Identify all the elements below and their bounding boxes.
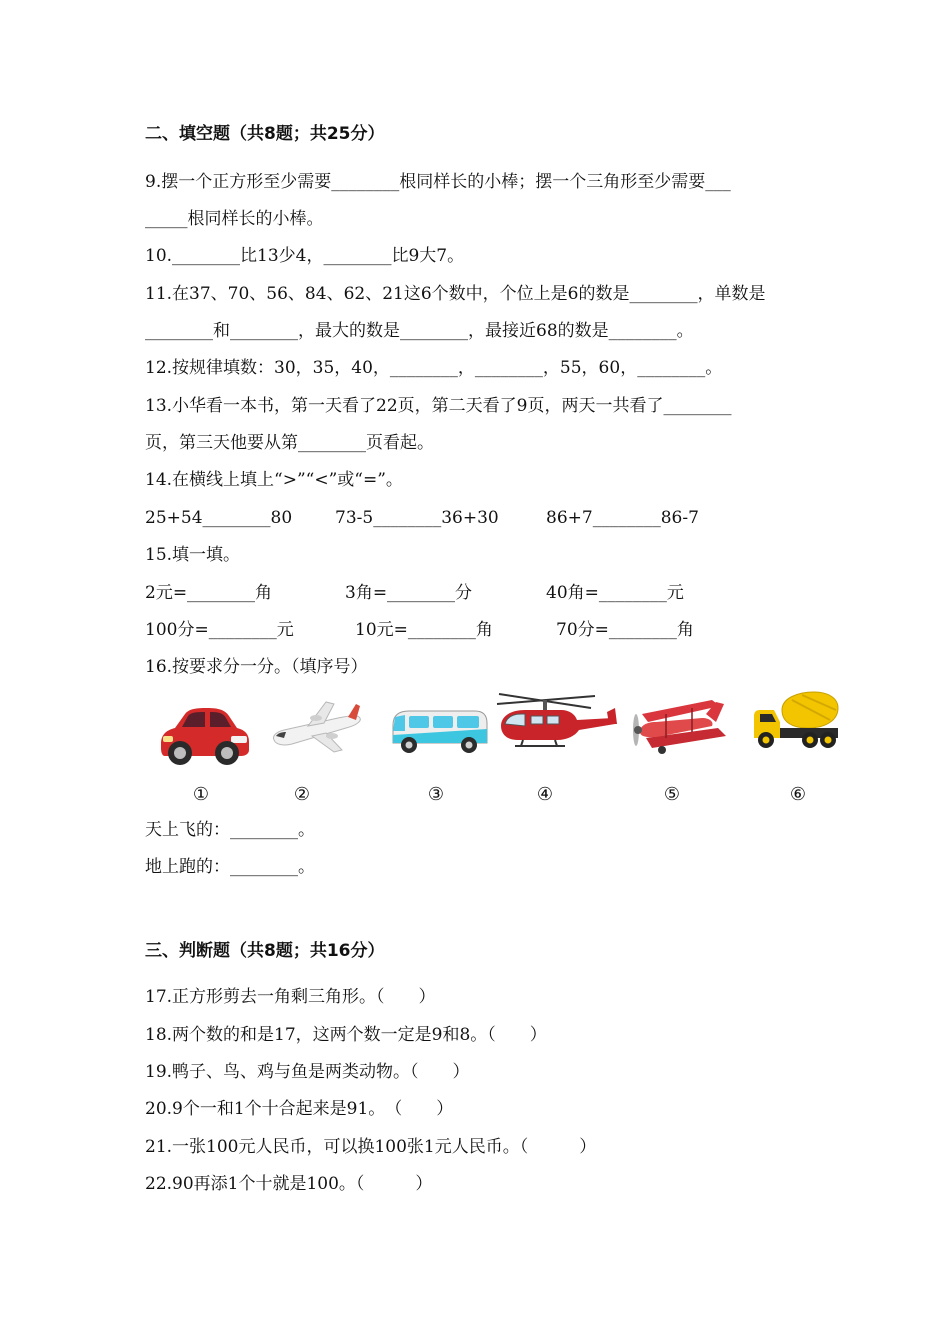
- q13-line2: 页，第三天他要从第________页看起。: [145, 433, 434, 453]
- q18: 18.两个数的和是17，这两个数一定是9和8。（ ）: [145, 1025, 547, 1045]
- q15-r1-2: 3角=________分: [345, 583, 473, 603]
- q9-line2: _____根同样长的小棒。: [145, 209, 324, 229]
- airplane-icon: [268, 696, 366, 758]
- bus-icon: [389, 705, 489, 757]
- q11-line1: 11.在37、70、56、84、62、21这6个数中，个位上是6的数是________，单数是: [145, 284, 766, 304]
- vehicle-number-5: ⑤: [663, 784, 681, 805]
- q13-line1: 13.小华看一本书，第一天看了22页，第二天看了9页，两天一共看了________: [145, 396, 732, 416]
- q14-item-2: 73-5________36+30: [335, 508, 499, 528]
- q16: 16.按要求分一分。（填序号）: [145, 657, 368, 677]
- q15-r2-1: 100分=________元: [145, 620, 294, 640]
- q11-line2: ________和________，最大的数是________，最接近68的数是________。: [145, 321, 694, 341]
- biplane-icon: [622, 692, 734, 756]
- q21: 21.一张100元人民币，可以换100张1元人民币。（ ）: [145, 1137, 597, 1157]
- cement-truck-icon: [752, 690, 842, 752]
- car-icon: [155, 700, 251, 768]
- q19: 19.鸭子、鸟、鸡与鱼是两类动物。（ ）: [145, 1062, 470, 1082]
- q20: 20.9个一和1个十合起来是91。 （ ）: [145, 1099, 454, 1119]
- vehicle-number-3: ③: [427, 784, 445, 805]
- q14-item-1: 25+54________80: [145, 508, 293, 528]
- q15: 15.填一填。: [145, 545, 241, 565]
- q15-r2-3: 70分=________角: [556, 620, 694, 640]
- q14: 14.在横线上填上“>”“<”或“=”。: [145, 470, 403, 490]
- q9-line1: 9.摆一个正方形至少需要________根同样长的小棒；摆一个三角形至少需要___: [145, 172, 731, 192]
- q15-r1-1: 2元=________角: [145, 583, 273, 603]
- q22: 22.90再添1个十就是100。（ ）: [145, 1174, 433, 1194]
- q14-item-3: 86+7________86-7: [546, 508, 699, 528]
- q15-r2-2: 10元=________角: [355, 620, 493, 640]
- vehicle-number-1: ①: [192, 784, 210, 805]
- vehicle-number-4: ④: [536, 784, 554, 805]
- q16-run: 地上跑的：________。: [145, 857, 315, 877]
- q10: 10.________比13少4，________比9大7。: [145, 246, 465, 266]
- vehicle-number-2: ②: [293, 784, 311, 805]
- q12: 12.按规律填数：30，35，40，________，________，55，60，________。: [145, 358, 723, 378]
- q17: 17.正方形剪去一角剩三角形。（ ）: [145, 987, 436, 1007]
- q15-r1-3: 40角=________元: [546, 583, 684, 603]
- helicopter-icon: [495, 690, 619, 754]
- vehicle-number-6: ⑥: [789, 784, 807, 805]
- q16-fly: 天上飞的：________。: [145, 820, 315, 840]
- section3-heading: 三、判断题（共8题；共16分）: [145, 941, 385, 961]
- section2-heading: 二、填空题（共8题；共25分）: [145, 124, 385, 144]
